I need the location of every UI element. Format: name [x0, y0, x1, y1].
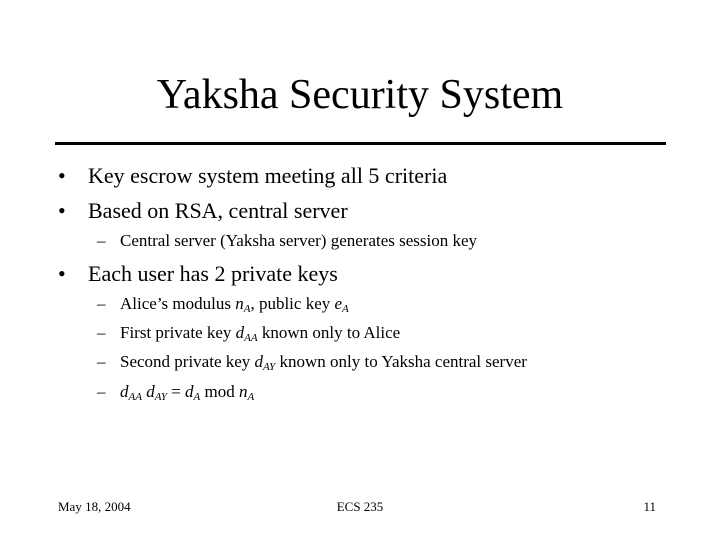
- sub-bullet-text: Central server (Yaksha server) generates session key: [120, 231, 478, 250]
- sub-bullet-marker: –: [97, 231, 106, 250]
- bullet-text: Key escrow system meeting all 5 criteria: [88, 163, 448, 188]
- bullet-marker: •: [58, 198, 66, 223]
- sub-bullet-marker: –: [97, 382, 106, 401]
- footer-date: May 18, 2004: [58, 499, 131, 514]
- slide-title: Yaksha Security System: [156, 72, 564, 118]
- sub-bullet-text: Alice’s modulus $n_A$, public key $e_A$: [120, 294, 349, 315]
- footer-course: ECS 235: [336, 499, 384, 514]
- page-number: 11: [643, 499, 656, 514]
- sub-bullet-text: $d_{AA}$ $d_{AY} = d_A$ mod $n_A$: [120, 382, 255, 403]
- sub-bullet-marker: –: [97, 352, 106, 371]
- bullet-marker: •: [58, 261, 66, 286]
- sub-bullet-text: First private key $d_{AA}$ known only to Alice: [120, 323, 401, 344]
- sub-bullet-marker: –: [97, 323, 106, 342]
- bullet-text: Each user has 2 private keys: [88, 261, 338, 286]
- title-divider: [55, 142, 666, 145]
- sub-bullet-marker: –: [97, 294, 106, 313]
- sub-bullet-text: Second private key $d_{AY}$ known only to Yaksha central server: [120, 352, 527, 373]
- bullet-text: Based on RSA, central server: [88, 198, 348, 223]
- bullet-marker: •: [58, 163, 66, 188]
